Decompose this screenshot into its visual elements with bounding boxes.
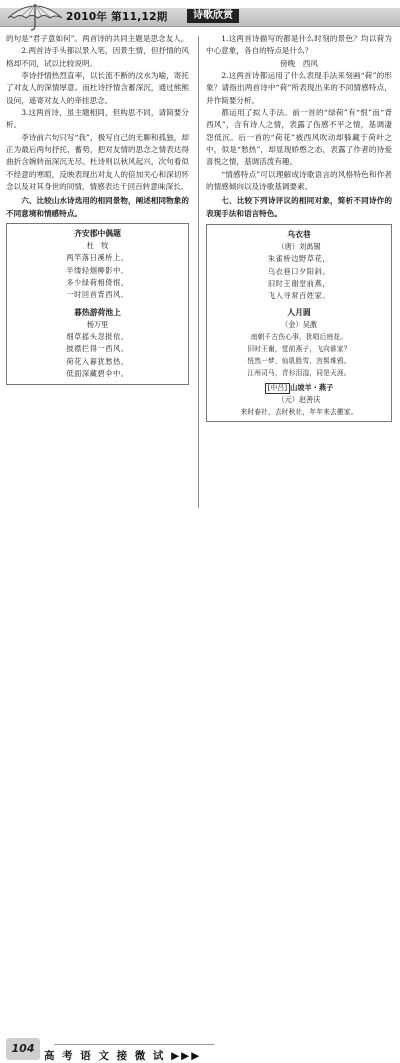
right-answer-2: 都运用了拟人手法。前一首的“绿荷”有“恨”而“背西风”，含有诗人之情，表露了伤感不平之情，基调凄怨低沉。后一首的“荷花”被西风吹动却躲藏于荷叶之中，似是“愁热”，却显现娇憨之态，表露了作者的待爱喜悦之情，基调活泼有趣。 <box>206 108 392 167</box>
column-label: 诗歌欣赏 <box>187 9 239 23</box>
left-answer-3: 李诗前六句只写“我”，极写自己的无聊和孤独，却正为最后两句抒托、蓄势，把对友情的思念之情表达得曲折含婉转而深沉无尽。杜诗则以秋风起兴，次句看似不经意的寒暄，反映表现出对友人的倍加关心和深切怀念以及对其身世的同情，情感表达千回百转意味深长。 <box>6 132 189 192</box>
left-question-2: 2.两首诗手头都以景入笔，因景生情，但抒情的风格却不同，试以比较说明。 <box>6 46 189 68</box>
umbrella-icon <box>4 0 66 32</box>
poem-line: 乌衣巷口夕阳斜。 <box>267 266 331 276</box>
poem-line: 两竿落日溪桥上， <box>66 253 129 263</box>
poem-line: 朱雀桥边野草花， <box>267 254 331 264</box>
poem-author: （金）吴激 <box>281 319 317 329</box>
poem-line: 来时春社，去时秋社，年年来去搬家。 <box>240 408 358 417</box>
poem-title: 暮热游荷池上 <box>74 307 121 317</box>
poem-line: 荷花入暮犹愁热， <box>66 356 129 366</box>
poem-line: 披襟拦得一西风。 <box>66 344 129 354</box>
right-question-1: 1.这两首诗描写的都是什么时刻的景色？均以荷为中心意象，各自的特点是什么？ <box>206 34 392 56</box>
left-paragraph-1: 的句是“君子意如何”。两首诗的共同主题是思念友人。 <box>6 34 189 43</box>
poem-title: 齐安郡中偶题 <box>74 229 121 239</box>
poem-box-left <box>6 223 189 385</box>
poem-author: 杨万里 <box>86 319 109 329</box>
poem-line: 一时回首背西风。 <box>66 290 129 300</box>
poem-line: 江州司马，青衫泪湿，同是天涯。 <box>247 369 351 378</box>
section-six-heading: 六、比较山水诗选用的相同景物，阐述相同物象的不同意境和情感特点。 <box>6 196 189 218</box>
right-note: “情感特点”可以理解成诗歌语言的风格特色和作者的情感倾向以及诗歌基调要素。 <box>206 169 392 192</box>
issue-label: 2010年 第11,12期 <box>66 11 168 23</box>
footer-rule <box>54 1044 214 1045</box>
left-question-3: 3.这两首诗，虽主题相同，但构思不同，请简要分析。 <box>6 108 189 130</box>
right-column <box>206 33 392 422</box>
poem-title: 人月圆 <box>287 307 311 317</box>
poem-title: 山坡羊・燕子 <box>290 383 334 393</box>
footer-title: 高 考 语 文 接 微 试 ▶▶▶ <box>44 1050 202 1062</box>
poem-line: 飞入寻常百姓家。 <box>267 291 331 301</box>
poem-heading <box>209 382 389 394</box>
section-seven-heading: 七、比较下列诗评议的相同对象，简析不同诗作的表现手法和语言特色。 <box>206 196 392 218</box>
column-divider <box>198 36 199 508</box>
poem-line: 南朝千古伤心事，犹唱后庭花。 <box>250 332 348 341</box>
poem-line: 半缕轻烟柳影中。 <box>66 265 129 275</box>
poem-line: 恍然一梦，仙肌胜雪，宫髻堆鸦。 <box>247 356 351 365</box>
page-header <box>0 0 400 30</box>
poem-author: （元）赵善庆 <box>277 395 321 405</box>
poem-title: 乌衣巷 <box>287 230 311 240</box>
left-column <box>6 33 189 385</box>
poem-author: 杜 牧 <box>86 241 109 251</box>
poem-box-right <box>206 224 392 422</box>
poem-line: 细草摇头忽报依， <box>66 331 129 341</box>
left-answer-2: 李诗抒情热烈直率，以长流不断的汶水为喻，寄托了对友人的深情厚意。而杜诗抒情含蓄深沉，通过熊熊设问，遥寄对友人的牵挂思念。 <box>6 71 189 105</box>
page-footer <box>0 519 400 1062</box>
tune-tag: [中吕] <box>265 383 290 394</box>
poem-line: 低面深藏碧伞中。 <box>66 369 129 378</box>
poem-line: 旧时王谢堂前燕， <box>267 278 331 288</box>
right-question-2: 2.这两首诗都运用了什么表现手法来刻画“荷”的形象？请指出两首诗中“荷”所表现出来的不同情感特点，并作简要分析。 <box>206 71 392 105</box>
poem-line: 多少绿荷相倚恨， <box>66 277 129 287</box>
page-number: 104 <box>6 1038 40 1060</box>
poem-author: （唐）刘禹锡 <box>277 242 321 252</box>
right-answer-1: 傍晚 西风 <box>280 58 318 68</box>
poem-line: 旧时王谢，堂前燕子，飞向谁家？ <box>247 344 351 353</box>
